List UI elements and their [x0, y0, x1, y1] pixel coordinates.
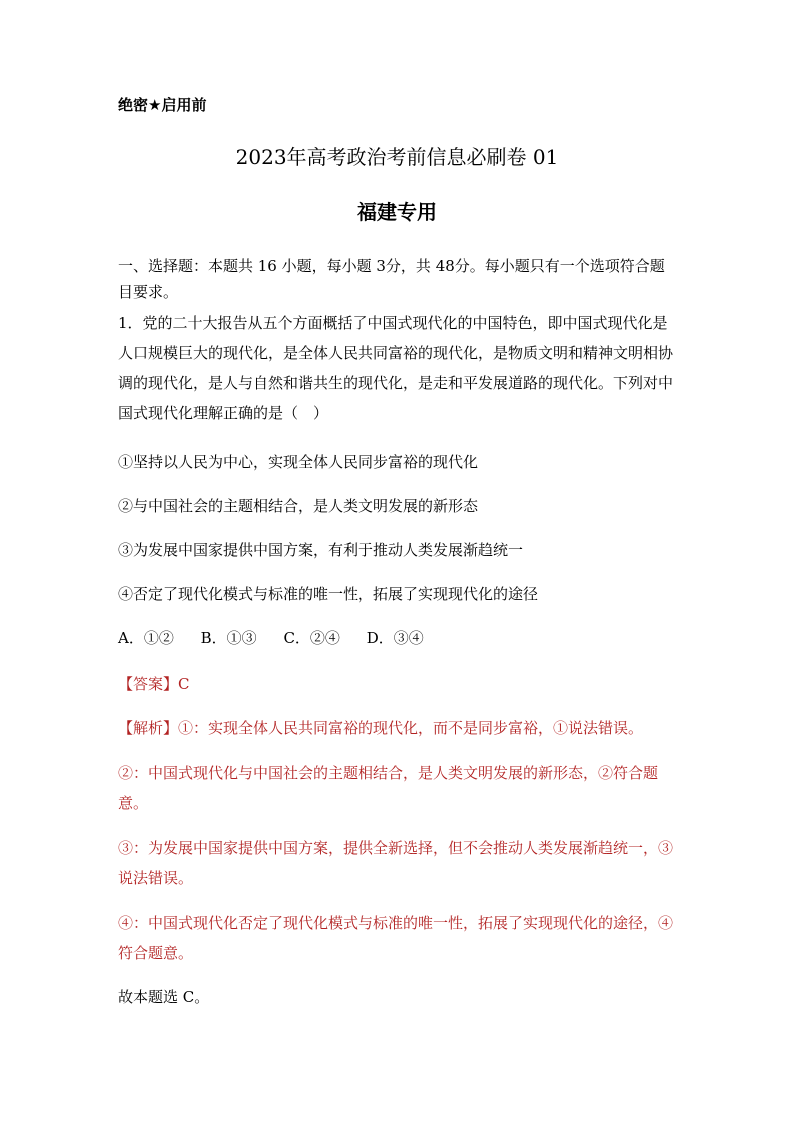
secret-mark: 绝密★启用前 [118, 96, 207, 114]
analysis-text-1: ①：实现全体人民共同富裕的现代化，而不是同步富裕，①说法错误。 [178, 719, 644, 737]
answer-choices [118, 625, 446, 651]
question-option-1: ①坚持以人民为中心，实现全体人民同步富裕的现代化 [118, 453, 479, 471]
choice-a: A．①② [118, 629, 174, 647]
page-title: 2023年高考政治考前信息必刷卷 01 [235, 145, 559, 169]
answer-label: 【答案】C [118, 675, 190, 693]
page-subtitle: 福建专用 [357, 200, 437, 224]
choice-c: C．②④ [283, 629, 340, 647]
section-intro: 一、选择题：本题共 16 小题，每小题 3分，共 48分。每小题只有一个选项符合题目要求。 [118, 257, 665, 301]
analysis-item-4: ④：中国式现代化否定了现代化模式与标准的唯一性，拓展了实现现代化的途径，④符合题意。 [118, 914, 674, 962]
analysis-item-2: ②：中国式现代化与中国社会的主题相结合，是人类文明发展的新形态，②符合题意。 [118, 764, 659, 812]
analysis-item-1 [118, 713, 678, 743]
choice-d: D．③④ [366, 629, 424, 647]
question-option-3: ③为发展中国家提供中国方案，有利于推动人类发展渐趋统一 [118, 541, 524, 559]
analysis-conclusion: 故本题选 C。 [118, 988, 210, 1006]
choice-b: B．①③ [200, 629, 257, 647]
analysis-item-3: ③：为发展中国家提供中国方案，提供全新选择，但不会推动人类发展渐趋统一，③说法错误。 [118, 839, 674, 887]
analysis-label: 【解析】 [118, 719, 179, 737]
question-text: 1．党的二十大报告从五个方面概括了中国式现代化的中国特色，即中国式现代化是人口规模巨大的现代化，是全体人民共同富裕的现代化，是物质文明和精神文明相协调的现代化，是人与自然和谐共生的现代化，是走和平发展道路的现代化。下列对中国式现代化理解正确的是（ ） [118, 314, 674, 422]
question-option-4: ④否定了现代化模式与标准的唯一性，拓展了实现现代化的途径 [118, 585, 539, 603]
question-option-2: ②与中国社会的主题相结合，是人类文明发展的新形态 [118, 497, 479, 515]
